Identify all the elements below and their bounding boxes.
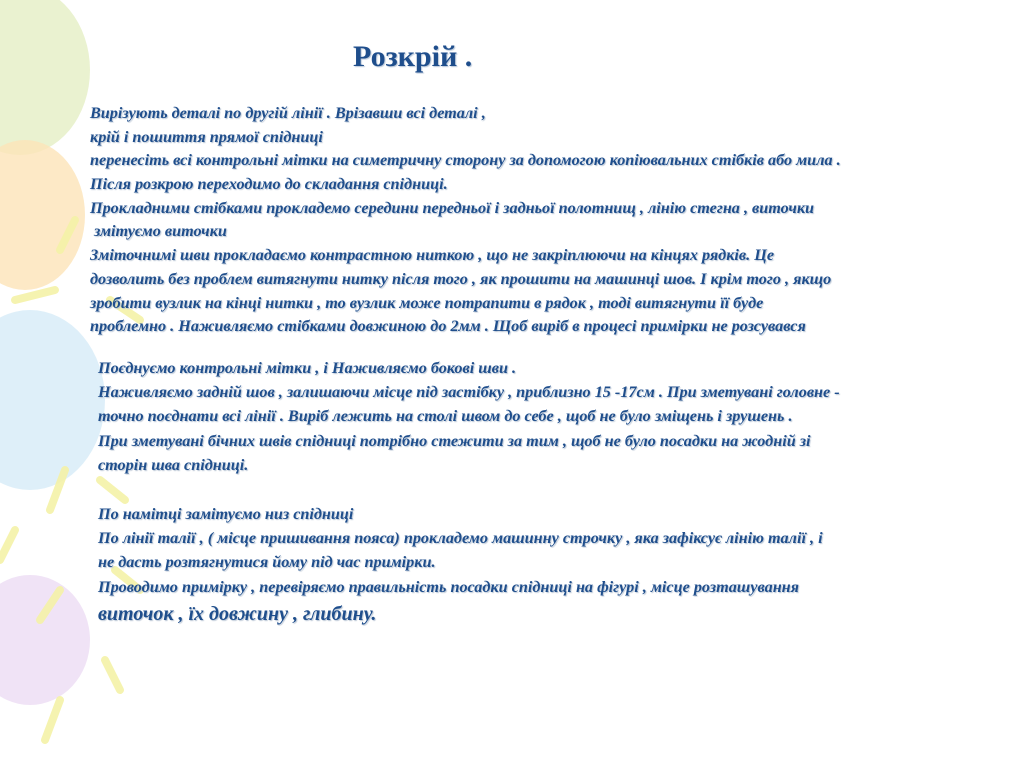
balloon-orange [0, 140, 85, 290]
paragraph-fitting [98, 502, 823, 629]
balloon-green [0, 0, 90, 155]
text-line: Після розкрою переходимо до складання спідниці. [90, 175, 448, 194]
text-line: зробити вузлик на кінці нитки , то вузлик може потрапити в рядок , тоді витягнути її буде [90, 293, 764, 312]
text-line: Прокладними стібками прокладемо середини передньої і задньої полотнищ , лінію стегна , виточки [90, 198, 815, 217]
text-line: Поєднуємо контрольні мітки , і Наживляємо бокові шви . [98, 359, 517, 377]
text-line: не дасть розтягнутися йому під час примірки. [98, 553, 436, 572]
text-line: Наживляємо задній шов , залишаючи місце під застібку , приблизно 15 -17см . При зметувані головне - [98, 383, 840, 402]
text-line: По намітці замітуємо низ спідниці [98, 505, 354, 523]
text-line: Проводимо примірку , перевіряємо правильність посадки спідниці на фігурі , місце розташування [98, 577, 800, 596]
text-line: проблемно . Наживляємо стібками довжиною до 2мм . Щоб виріб в процесі примірки не розсувався [90, 317, 806, 336]
text-line: При зметувані бічних швів спідниці потрібно стежити за тим , щоб не було посадки на жодній зі [98, 431, 811, 450]
balloon-purple [0, 575, 90, 705]
text-line: змітуємо виточки [90, 222, 227, 241]
text-line: точно поєднати всі лінії . Виріб лежить на столі швом до себе , щоб не було зміщень і зрушень . [98, 407, 793, 426]
text-line: дозволить без проблем витягнути нитку після того , як прошити на машинці шов. І крім того , якщо [90, 269, 832, 288]
text-line: крій і пошиття прямої спідниці [90, 127, 323, 146]
paragraph-basting [98, 356, 840, 477]
text-line: Зміточнимі шви прокладаємо контрастною ниткою , що не закріплюючи на кінцях рядків. Це [90, 246, 775, 265]
text-line: Вирізують деталі по другій лінії . Врізавши всі деталі , [90, 104, 486, 122]
text-line: перенесіть всі контрольні мітки на симетричну сторону за допомогою копіювальних стібків або мила . [90, 151, 841, 170]
paragraph-cutting [90, 102, 841, 339]
page-title: Розкрій . [353, 40, 473, 73]
text-line: По лінії талії , ( місце пришивання пояса) прокладемо машинну строчку , яка зафіксує лінію талії , і [98, 529, 823, 548]
text-line: виточок , їх довжину , глибину. [98, 602, 377, 625]
text-line: сторін шва спідниці. [98, 455, 249, 474]
